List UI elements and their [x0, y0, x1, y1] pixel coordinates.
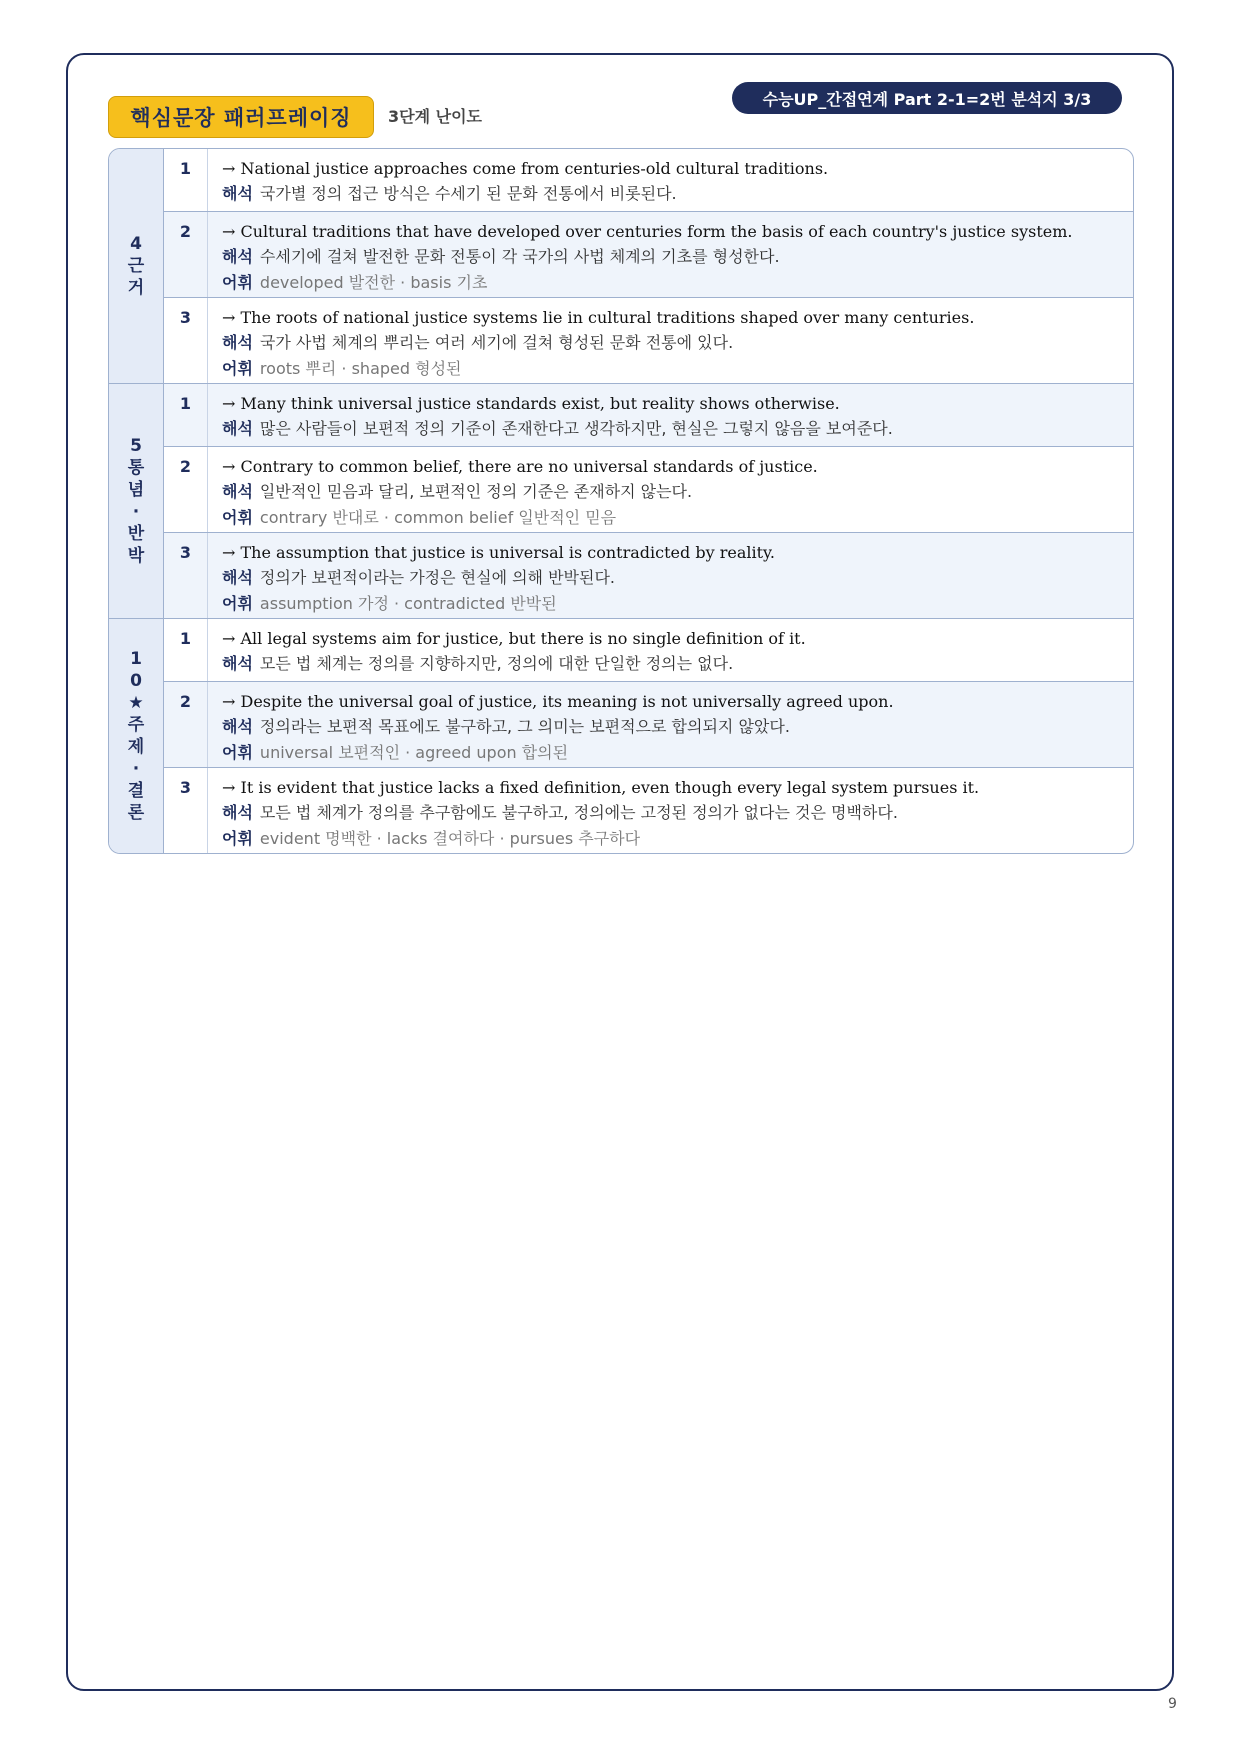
section-title-badge: 핵심문장 패러프레이징	[108, 96, 374, 138]
translation-line	[222, 181, 1119, 207]
paraphrase-table	[108, 148, 1134, 854]
vocab-line	[222, 740, 1119, 766]
translation-line	[222, 416, 1119, 442]
translation-text: 수세기에 걸쳐 발전한 문화 전통이 각 국가의 사법 체계의 기초를 형성한다.	[259, 247, 780, 266]
table-row	[164, 384, 1133, 446]
translation-text: 정의라는 보편적 목표에도 불구하고, 그 의미는 보편적으로 합의되지 않았다.	[259, 717, 790, 736]
vocab-text: assumption 가정 · contradicted 반박된	[259, 594, 557, 613]
english-sentence: → Cultural traditions that have developed over centuries form the basis of each country's justice system.	[222, 222, 1073, 241]
row-number: 3	[164, 533, 208, 618]
vocab-line	[222, 505, 1119, 531]
translation-tag: 해석	[222, 333, 253, 352]
translation-tag: 해석	[222, 568, 253, 587]
table-row	[164, 619, 1133, 681]
translation-tag: 해석	[222, 654, 253, 673]
table-row	[164, 681, 1133, 767]
group-label: 5 통 념· 반 박	[127, 436, 145, 566]
translation-tag: 해석	[222, 247, 253, 266]
row-number: 2	[164, 447, 208, 532]
table-group	[109, 618, 1133, 853]
row-number: 3	[164, 298, 208, 383]
translation-line	[222, 651, 1119, 677]
english-sentence: → Contrary to common belief, there are no universal standards of justice.	[222, 457, 818, 476]
translation-text: 모든 법 체계는 정의를 지향하지만, 정의에 대한 단일한 정의는 없다.	[259, 654, 734, 673]
english-sentence: → It is evident that justice lacks a fixed definition, even though every legal system pursues it.	[222, 778, 980, 797]
vocab-tag: 어휘	[222, 508, 253, 527]
translation-line	[222, 479, 1119, 505]
translation-text: 일반적인 믿음과 달리, 보편적인 정의 기준은 존재하지 않는다.	[259, 482, 693, 501]
translation-line	[222, 565, 1119, 591]
row-number: 3	[164, 768, 208, 853]
translation-tag: 해석	[222, 184, 253, 203]
english-sentence: → Many think universal justice standards exist, but reality shows otherwise.	[222, 394, 840, 413]
translation-text: 정의가 보편적이라는 가정은 현실에 의해 반박된다.	[259, 568, 616, 587]
group-label: 4 근 거	[127, 234, 145, 298]
translation-tag: 해석	[222, 717, 253, 736]
table-row	[164, 149, 1133, 211]
vocab-tag: 어휘	[222, 743, 253, 762]
vocab-tag: 어휘	[222, 594, 253, 613]
vocab-text: contrary 반대로 · common belief 일반적인 믿음	[259, 508, 617, 527]
vocab-text: roots 뿌리 · shaped 형성된	[259, 359, 462, 378]
translation-text: 많은 사람들이 보편적 정의 기준이 존재한다고 생각하지만, 현실은 그렇지 않음을 보여준다.	[259, 419, 893, 438]
translation-line	[222, 800, 1119, 826]
translation-tag: 해석	[222, 419, 253, 438]
vocab-tag: 어휘	[222, 273, 253, 292]
row-number: 1	[164, 384, 208, 446]
page-number: 9	[1168, 1696, 1177, 1712]
english-sentence: → All legal systems aim for justice, but there is no single definition of it.	[222, 629, 806, 648]
translation-text: 모든 법 체계가 정의를 추구함에도 불구하고, 정의에는 고정된 정의가 없다는 것은 명백하다.	[259, 803, 898, 822]
table-row	[164, 297, 1133, 383]
translation-line	[222, 714, 1119, 740]
english-sentence: → The assumption that justice is universal is contradicted by reality.	[222, 543, 776, 562]
table-group	[109, 383, 1133, 618]
table-row	[164, 211, 1133, 297]
translation-tag: 해석	[222, 482, 253, 501]
row-number: 2	[164, 682, 208, 767]
english-sentence: → Despite the universal goal of justice, its meaning is not universally agreed upon.	[222, 692, 894, 711]
vocab-line	[222, 356, 1119, 382]
translation-line	[222, 244, 1119, 270]
vocab-text: universal 보편적인 · agreed upon 합의된	[259, 743, 569, 762]
vocab-text: developed 발전한 · basis 기초	[259, 273, 488, 292]
row-number: 1	[164, 619, 208, 681]
group-label-cell	[109, 149, 164, 383]
vocab-line	[222, 826, 1119, 852]
vocab-tag: 어휘	[222, 829, 253, 848]
english-sentence: → The roots of national justice systems lie in cultural traditions shaped over many centuries.	[222, 308, 975, 327]
table-row	[164, 767, 1133, 853]
translation-text: 국가 사법 체계의 뿌리는 여러 세기에 걸쳐 형성된 문화 전통에 있다.	[259, 333, 734, 352]
group-label-cell	[109, 619, 164, 853]
english-sentence: → National justice approaches come from centuries-old cultural traditions.	[222, 159, 829, 178]
vocab-line	[222, 591, 1119, 617]
row-number: 2	[164, 212, 208, 297]
table-row	[164, 446, 1133, 532]
translation-text: 국가별 정의 접근 방식은 수세기 된 문화 전통에서 비롯된다.	[259, 184, 677, 203]
table-group	[109, 149, 1133, 383]
vocab-tag: 어휘	[222, 359, 253, 378]
difficulty-label: 3단계 난이도	[388, 107, 482, 126]
vocab-line	[222, 270, 1119, 296]
worksheet-header-pill: 수능UP_간접연계 Part 2-1=2번 분석지 3/3	[732, 82, 1122, 114]
table-row	[164, 532, 1133, 618]
translation-line	[222, 330, 1119, 356]
row-number: 1	[164, 149, 208, 211]
group-label-cell	[109, 384, 164, 618]
group-label: 10 ★ 주 제· 결 론	[127, 649, 145, 823]
translation-tag: 해석	[222, 803, 253, 822]
vocab-text: evident 명백한 · lacks 결여하다 · pursues 추구하다	[259, 829, 641, 848]
